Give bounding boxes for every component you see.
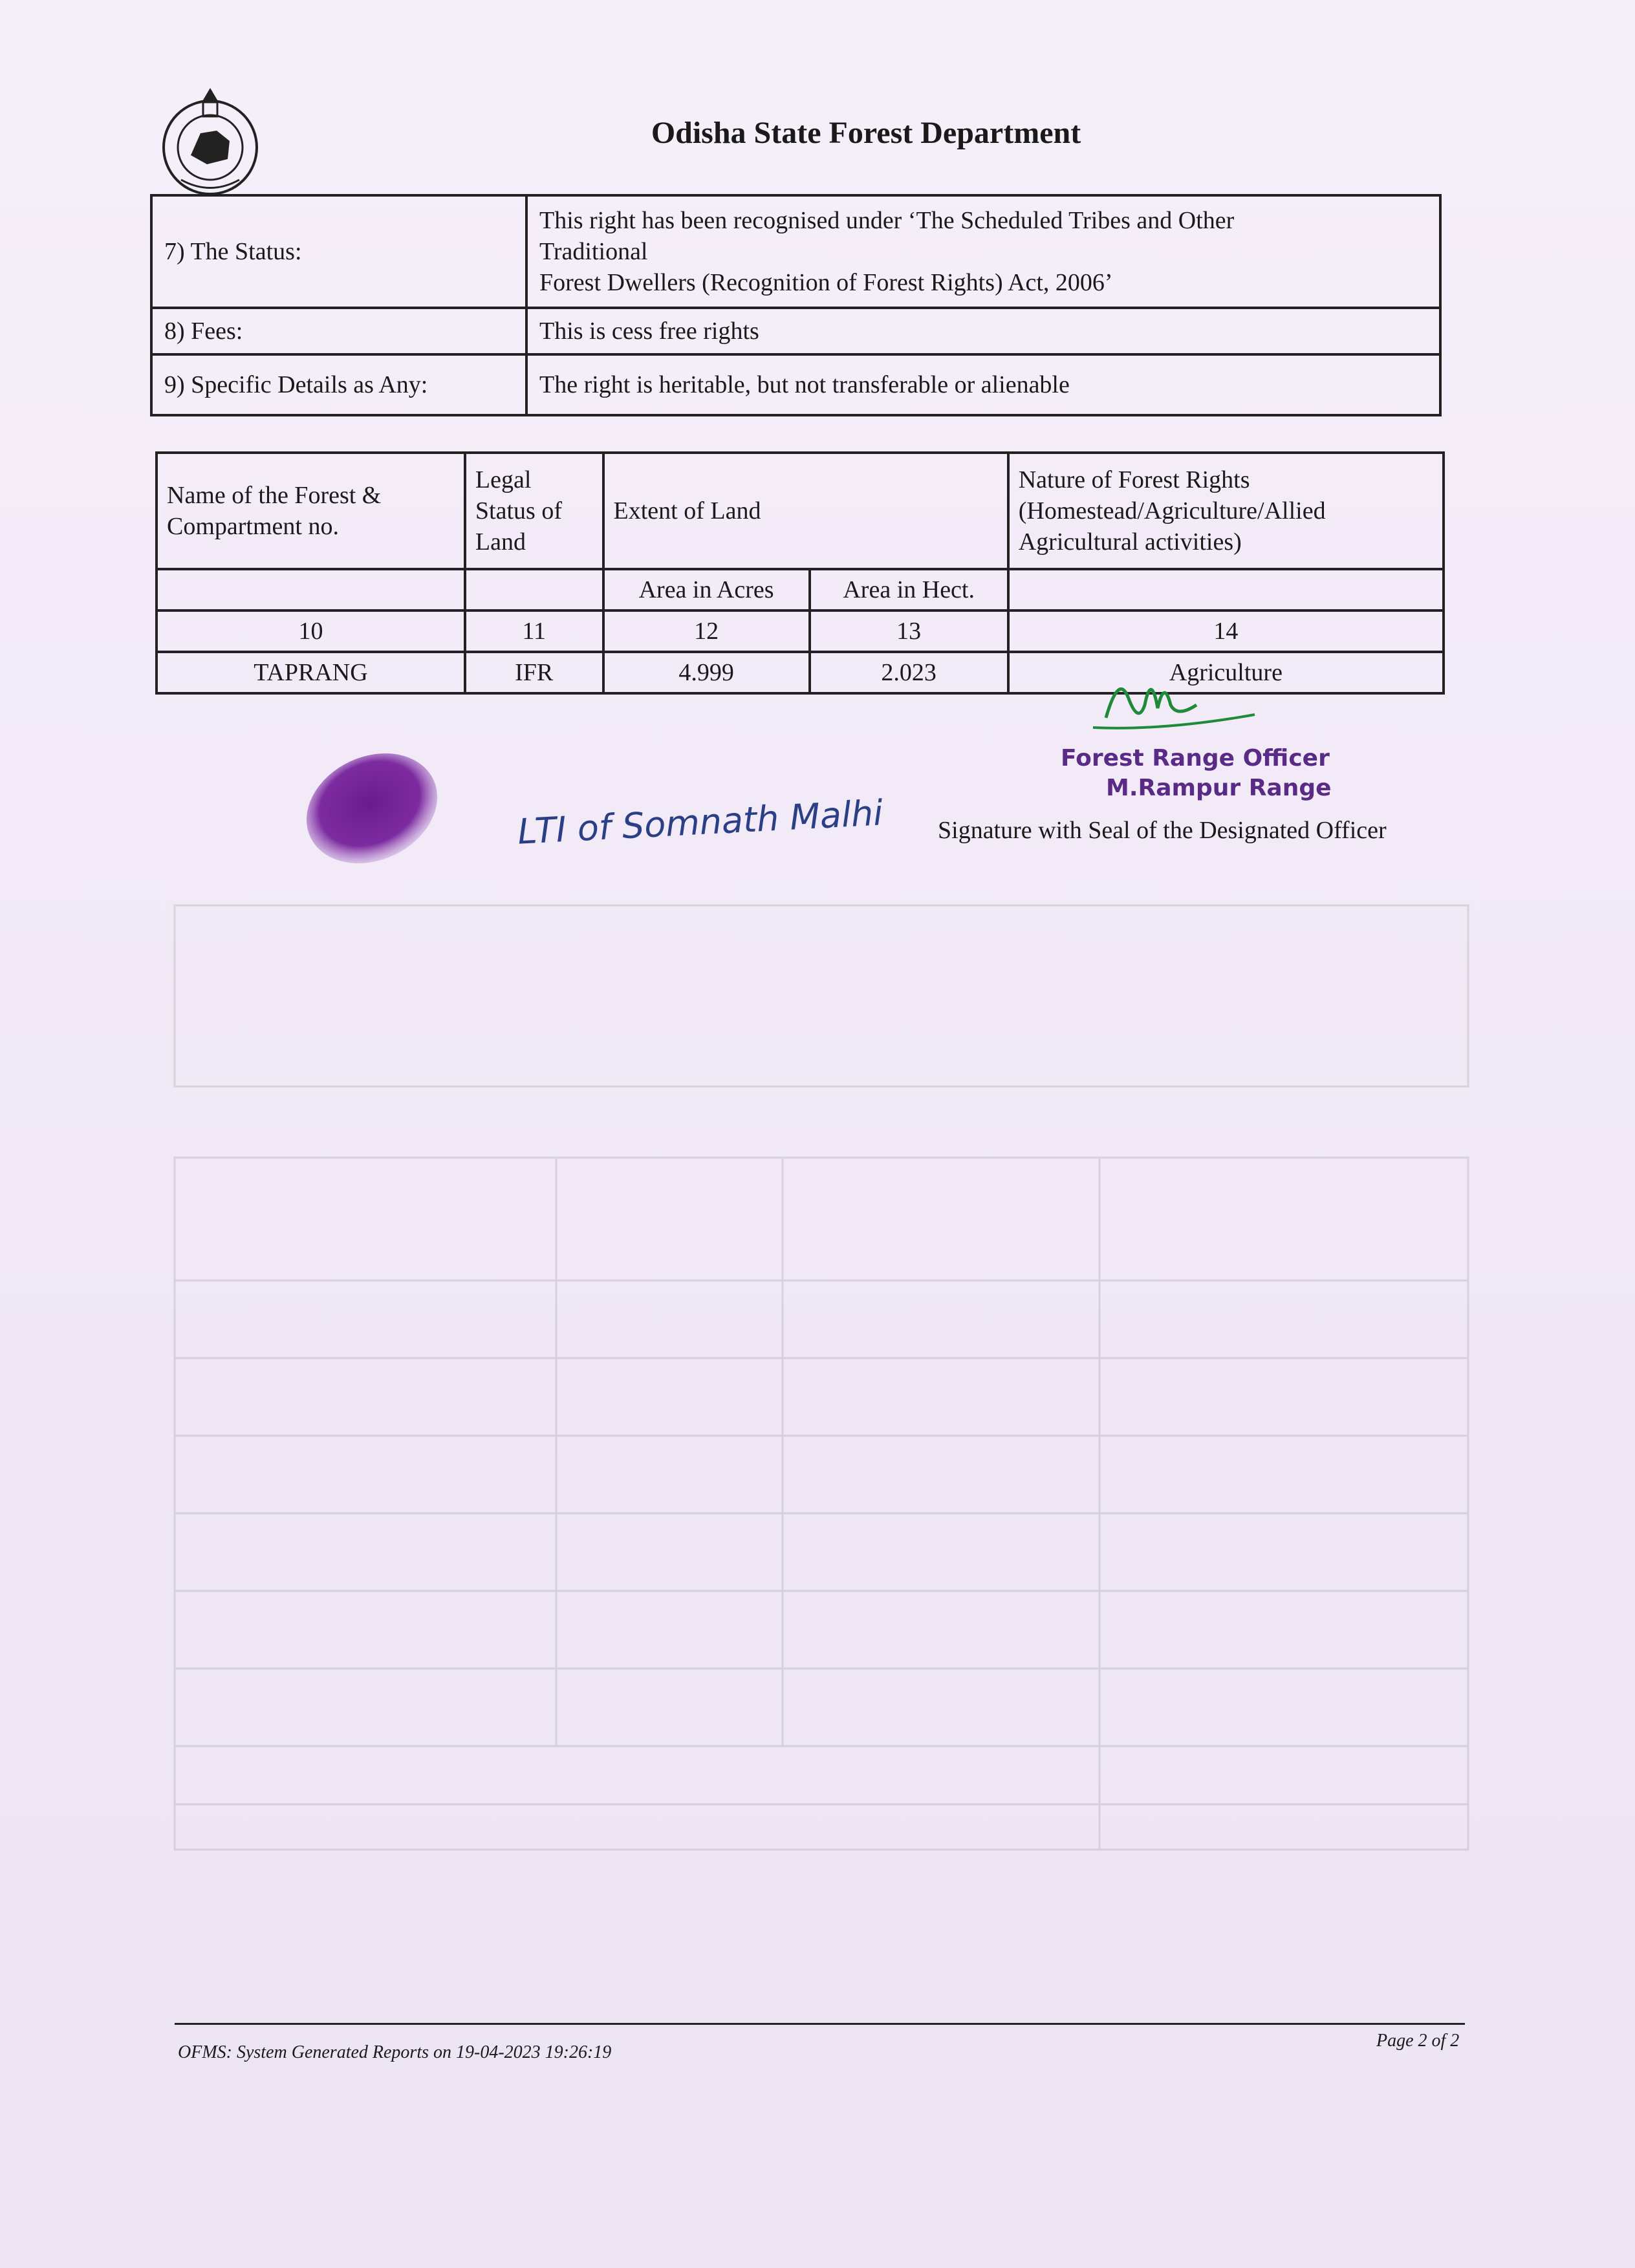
empty-cell — [1008, 569, 1444, 610]
header-legal-status — [465, 453, 603, 569]
status-value-line: Forest Dwellers (Recognition of Forest Rights) Act, 2006’ — [539, 269, 1113, 296]
land-details-table — [155, 451, 1445, 695]
cell-nature: Agriculture — [1008, 652, 1444, 693]
header-text: Agricultural activities) — [1018, 528, 1242, 556]
footer-generated: OFMS: System Generated Reports on 19-04-2023 19:26:19 — [178, 2042, 612, 2062]
header-text: Land — [475, 528, 526, 556]
header-text: (Homestead/Agriculture/Allied — [1018, 497, 1326, 524]
page-title: Odisha State Forest Department — [651, 116, 1081, 150]
officer-title: Forest Range Officer — [1061, 745, 1330, 772]
header-forest-name — [157, 453, 465, 569]
status-value-line: Traditional — [539, 238, 648, 265]
status-label: 7) The Status: — [151, 195, 526, 308]
table-number-row — [157, 610, 1444, 652]
header-nature — [1008, 453, 1444, 569]
table-row — [151, 354, 1440, 415]
col-number: 14 — [1008, 610, 1444, 652]
status-value — [526, 195, 1440, 308]
signature-caption: Signature with Seal of the Designated Officer — [938, 817, 1387, 844]
col-number: 10 — [157, 610, 465, 652]
table-row — [151, 308, 1440, 354]
fees-label: 8) Fees: — [151, 308, 526, 354]
officer-signature-icon — [1067, 660, 1281, 750]
header-text: Nature of Forest Rights — [1018, 466, 1250, 493]
status-details-table — [150, 194, 1442, 416]
lti-handwritten-note: LTI of Somnath Malhi — [516, 792, 884, 852]
specific-details-value: The right is heritable, but not transferable or alienable — [526, 354, 1440, 415]
col-number: 12 — [603, 610, 810, 652]
col-number: 13 — [810, 610, 1008, 652]
officer-seal — [1061, 744, 1332, 803]
header-area-acres: Area in Acres — [603, 569, 810, 610]
col-number: 11 — [465, 610, 603, 652]
cell-forest-name: TAPRANG — [157, 652, 465, 693]
header-extent: Extent of Land — [603, 453, 1008, 569]
header-text: Status of — [475, 497, 562, 524]
table-subheader-row — [157, 569, 1444, 610]
table-row — [151, 195, 1440, 308]
footer-divider — [175, 2023, 1465, 2025]
table-header-row — [157, 453, 1444, 569]
cell-area-acres: 4.999 — [603, 652, 810, 693]
header-text: Legal — [475, 466, 532, 493]
empty-cell — [465, 569, 603, 610]
cell-area-hect: 2.023 — [810, 652, 1008, 693]
thumb-impression-icon — [285, 744, 453, 892]
fees-value: This is cess free rights — [526, 308, 1440, 354]
header-text: Name of the Forest & — [167, 482, 382, 509]
specific-details-label: 9) Specific Details as Any: — [151, 354, 526, 415]
cell-legal-status: IFR — [465, 652, 603, 693]
empty-cell — [157, 569, 465, 610]
header-area-hect: Area in Hect. — [810, 569, 1008, 610]
header-text: Compartment no. — [167, 513, 339, 540]
status-value-line: This right has been recognised under ‘The Scheduled Tribes and Other — [539, 207, 1235, 234]
footer-page-number: Page 2 of 2 — [1376, 2031, 1460, 2051]
officer-range: M.Rampur Range — [1106, 775, 1332, 801]
